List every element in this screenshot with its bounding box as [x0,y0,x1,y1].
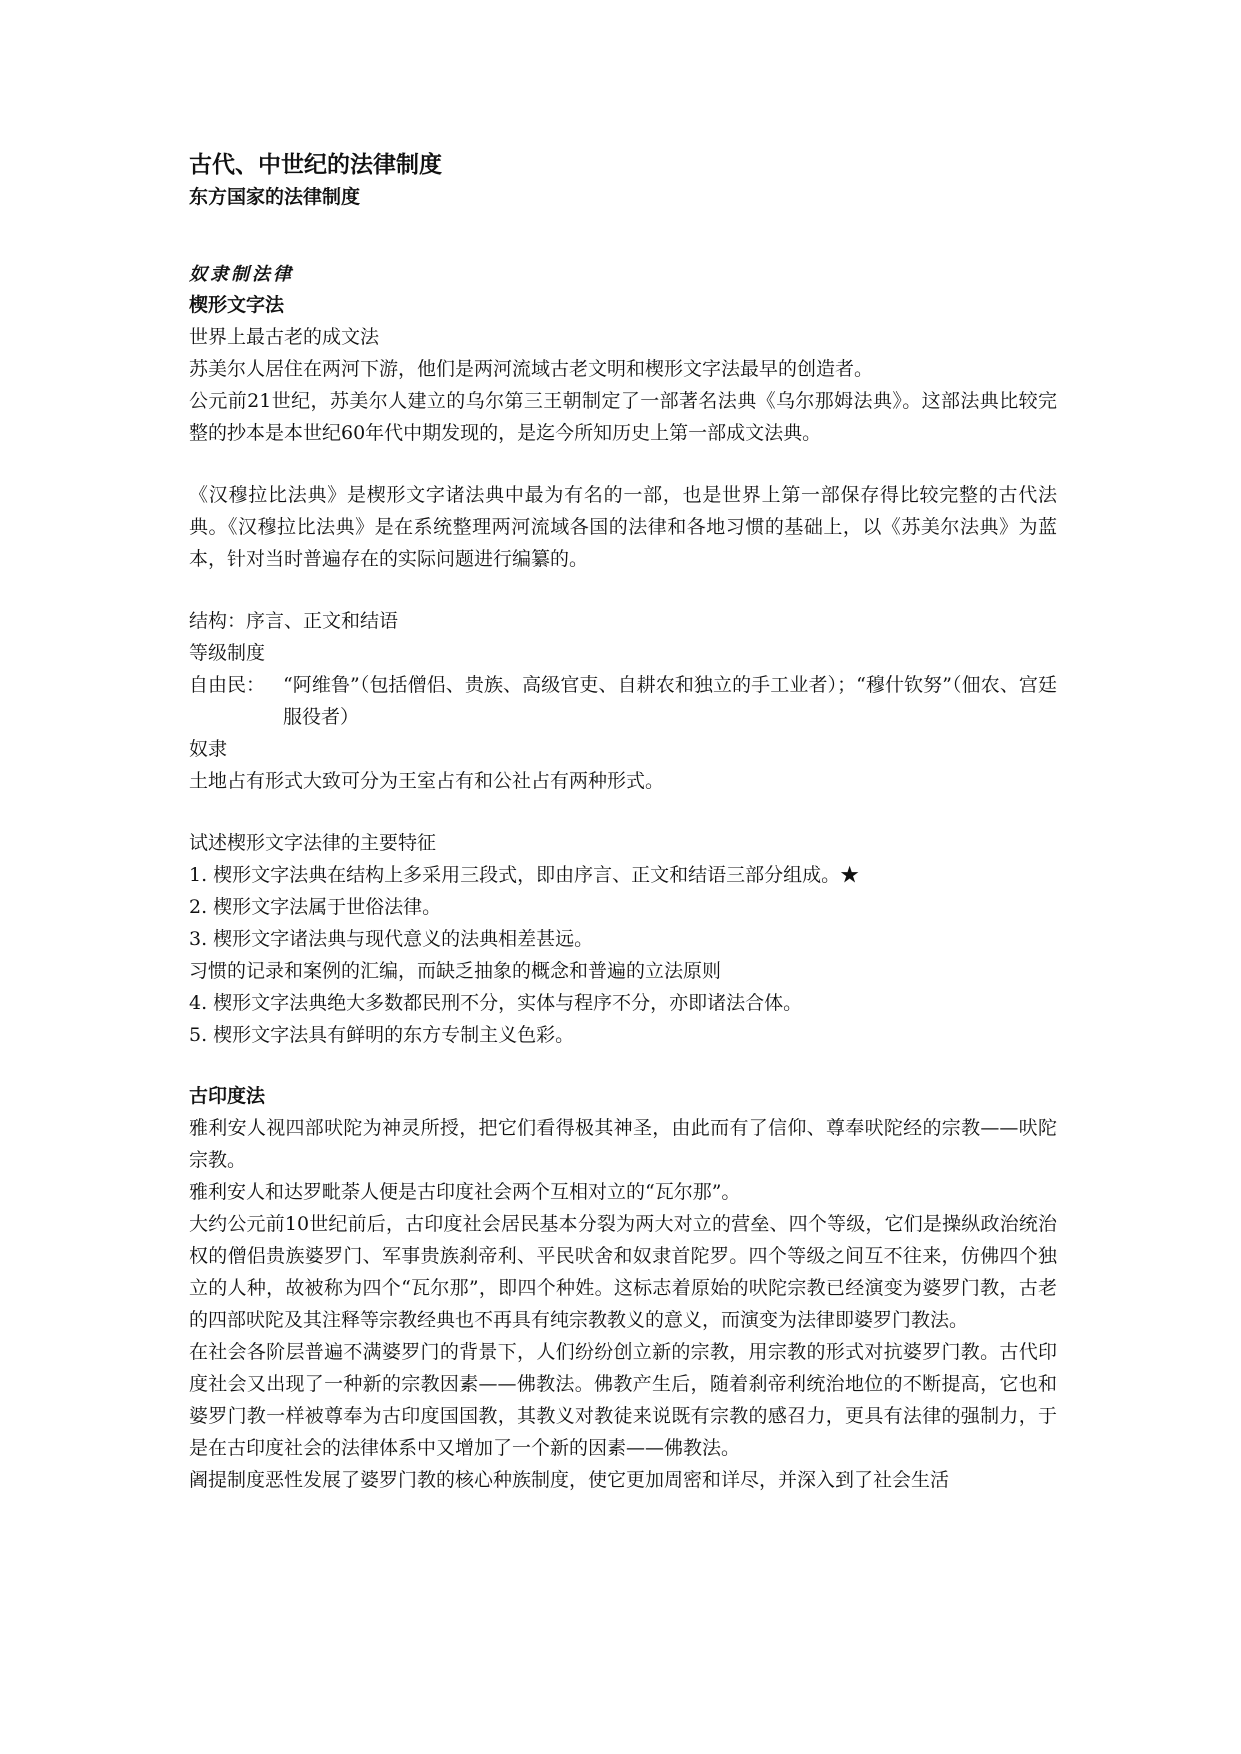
spacer [189,449,1057,479]
paragraph-castes: 大约公元前10世纪前后，古印度社会居民基本分裂为两大对立的营垒、四个等级，它们是操纵政治统治权的僧侣贵族婆罗门、军事贵族刹帝利、平民吠舍和奴隶首陀罗。四个等级之间互不往来，仿佛四个独立的人种，故被称为四个“瓦尔那”，即四个种姓。这标志着原始的吠陀宗教已经演变为婆罗门教，古老的四部吠陀及其注释等宗教经典也不再具有纯宗教教义的意义，而演变为法律即婆罗门教法。 [189,1213,1057,1331]
paragraph-ur-nammu: 公元前21世纪，苏美尔人建立的乌尔第三王朝制定了一部著名法典《乌尔那姆法典》。这部法典比较完整的抄本是本世纪60年代中期发现的，是迄今所知历史上第一部成文法典。 [189,390,1057,444]
heading-ancient-indian-law: 古印度法 [189,1085,266,1107]
text-slave: 奴隶 [189,738,228,760]
spacer [189,212,1057,260]
spacer [189,1051,1057,1081]
document-body [189,148,1057,1496]
text-varna: 雅利安人和达罗毗荼人便是古印度社会两个互相对立的“瓦尔那”。 [189,1181,741,1203]
feature-item: 4. 楔形文字法典绝大多数都民刑不分，实体与程序不分，亦即诸法合体。 [189,992,803,1014]
paragraph-vedas: 雅利安人视四部吠陀为神灵所授，把它们看得极其神圣，由此而有了信仰、尊奉吠陀经的宗教——吠陀宗教。 [189,1117,1057,1171]
document-subtitle: 东方国家的法律制度 [189,186,361,208]
text-hierarchy: 等级制度 [189,642,266,664]
text-line: 世界上最古老的成文法 [189,326,380,348]
spacer [189,575,1057,605]
text-structure: 结构：序言、正文和结语 [189,610,399,632]
feature-item: 3. 楔形文字诸法典与现代意义的法典相差甚远。 [189,928,594,950]
paragraph-jati: 阇提制度恶性发展了婆罗门教的核心种族制度，使它更加周密和详尽，并深入到了社会生活 [189,1469,950,1491]
freeman-text: “阿维鲁”（包括僧侣、贵族、高级官吏、自耕农和独立的手工业者）；“穆什钦努”（佃农、宫廷服役者） [283,674,1057,728]
text-land: 土地占有形式大致可分为王室占有和公社占有两种形式。 [189,770,665,792]
text-line: 苏美尔人居住在两河下游，他们是两河流域古老文明和楔形文字法最早的创造者。 [189,358,874,380]
heading-cuneiform-law: 楔形文字法 [189,294,285,316]
features-title: 试述楔形文字法律的主要特征 [189,832,437,854]
spacer [189,797,1057,827]
feature-item: 习惯的记录和案例的汇编，而缺乏抽象的概念和普遍的立法原则 [189,960,722,982]
feature-item: 5. 楔形文字法具有鲜明的东方专制主义色彩。 [189,1024,575,1046]
document-title: 古代、中世纪的法律制度 [189,152,442,178]
feature-item: 1. 楔形文字法典在结构上多采用三段式，即由序言、正文和结语三部分组成。★ [189,864,860,886]
freeman-label: 自由民： [189,674,266,696]
paragraph-buddhism: 在社会各阶层普遍不满婆罗门的背景下，人们纷纷创立新的宗教，用宗教的形式对抗婆罗门教。古代印度社会又出现了一种新的宗教因素——佛教法。佛教产生后，随着刹帝利统治地位的不断提高，它也和婆罗门教一样被尊奉为古印度国国教，其教义对教徒来说既有宗教的感召力，更具有法律的强制力，于是在古印度社会的法律体系中又增加了一个新的因素——佛教法。 [189,1341,1057,1459]
feature-item: 2. 楔形文字法属于世俗法律。 [189,896,442,918]
section-label: 奴隶制法律 [189,264,294,285]
paragraph-hammurabi: 《汉穆拉比法典》是楔形文字诸法典中最为有名的一部，也是世界上第一部保存得比较完整的古代法典。《汉穆拉比法典》是在系统整理两河流域各国的法律和各地习惯的基础上，以《苏美尔法典》为蓝本，针对当时普遍存在的实际问题进行编纂的。 [189,484,1057,570]
freeman-row [189,669,1057,733]
